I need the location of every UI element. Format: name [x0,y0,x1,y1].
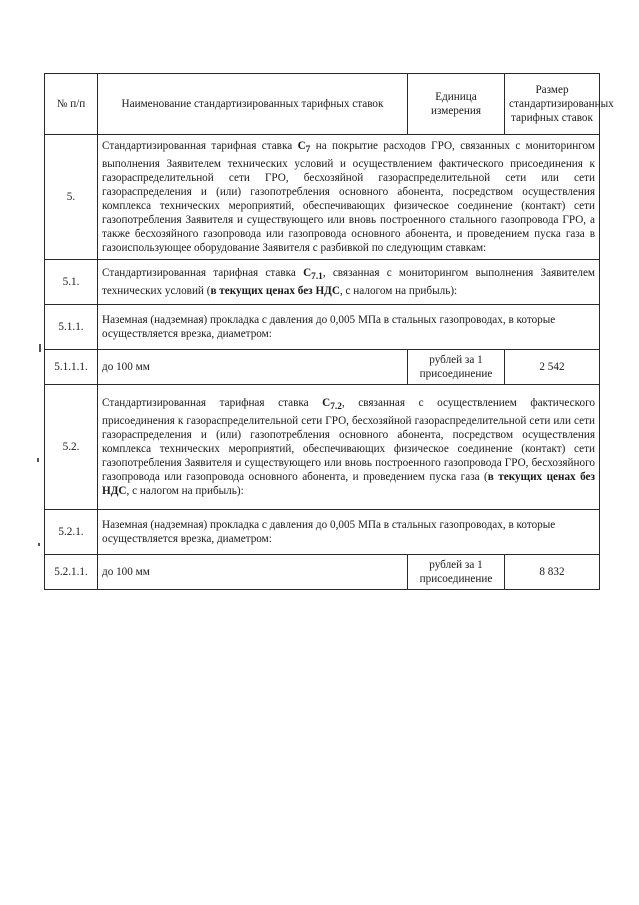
header-num: № п/п [45,74,98,135]
table-row [45,510,600,555]
row-number: 5.2.1.1. [45,555,98,590]
row-description: Стандартизированная тарифная ставка $С_{7.1}$, связанная с мониторингом выполнения Заявителем технических условий (в текущих ценах без НДС, с налогом на прибыль): [98,260,600,305]
table-header-row [45,74,600,135]
row-price: 8 832 [505,555,600,590]
row-number: 5.1. [45,260,98,305]
row-description: до 100 мм [98,555,408,590]
table-row [45,350,600,385]
tariff-table [44,73,614,590]
row-description: Стандартизированная тарифная ставка $С_{7.2}$, связанная с осуществлением фактического присоединения к газораспределительной сети ГРО, бесхозяйной газораспределительной сети или сети газораспределения и (или) газопотребления основного абонента, посредством осуществления комплекса технических мероприятий, обеспечивающих физическое соединение (контакт) сети газопотребления Заявителя и существующего или вновь построенного газопровода ГРО, бесхозяйного газопровода или газопровода основного абонента, и проведением пуска газа (в текущих ценах без НДС, с налогом на прибыль): [98,385,600,510]
row-price: 2 542 [505,350,600,385]
row-number: 5.2.1. [45,510,98,555]
header-size: Размер стандартизированных тарифных ставок [505,74,600,135]
header-unit: Единица измерения [408,74,505,135]
table-row [45,260,600,305]
table-row [45,385,600,510]
row-description: Стандартизированная тарифная ставка $С_7$ на покрытие расходов ГРО, связанных с мониторингом выполнения Заявителем технических условий и осуществлением фактического присоединения к газораспределительной сети ГРО, бесхозяйной газораспределительной сети или сети газораспределения и (или) газопотребления основного абонента, посредством осуществления комплекса технических мероприятий, обеспечивающих физическое соединение (контакт) сети газопотребления Заявителя и существующего или вновь построенного стального газопровода ГРО, а также бесхозяйного газопровода или газопровода основного абонента, и проведением пуска газа в газоиспользующее оборудование Заявителя с разбивкой по следующим ставкам: [98,135,600,260]
scan-artifact [38,543,40,546]
row-description: Наземная (надземная) прокладка с давления до 0,005 МПа в стальных газопроводах, в которые осуществляется врезка, диаметром: [98,510,600,555]
row-description: Наземная (надземная) прокладка с давления до 0,005 МПа в стальных газопроводах, в которые осуществляется врезка, диаметром: [98,305,600,350]
row-number: 5.2. [45,385,98,510]
row-number: 5.1.1.1. [45,350,98,385]
header-name: Наименование стандартизированных тарифных ставок [98,74,408,135]
table-row [45,305,600,350]
row-unit: рублей за 1 присоединение [408,350,505,385]
row-unit: рублей за 1 присоединение [408,555,505,590]
row-description: до 100 мм [98,350,408,385]
scan-artifact [39,344,41,352]
row-number: 5.1.1. [45,305,98,350]
scan-artifact [37,458,39,462]
table-row [45,135,600,260]
table-row [45,555,600,590]
row-number: 5. [45,135,98,260]
